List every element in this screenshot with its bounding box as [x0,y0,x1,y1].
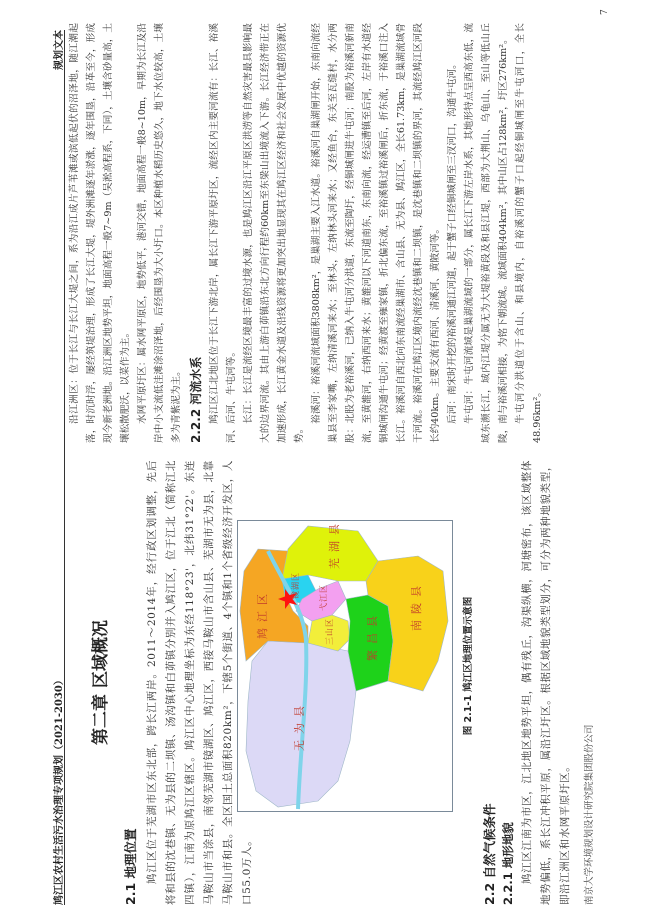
location-map [237,520,453,812]
figure-caption: 图 2.1-1 鸠江区地理位置示意图 [463,596,474,736]
map-label-sanshan: 三山区 [325,618,334,645]
section-2-1-heading: 2.1 地理位置 [123,828,138,905]
paragraph-niutun-floodway: 牛屯河分洪道位于含山、和县境内，自裕溪河的蟹子口起经铜城闸至牛屯河口，全长48.96km²。 [515,23,543,443]
map-label-fanchang: 繁昌县 [366,610,379,661]
paragraph-riverside-area: 沿江洲区：位于长江与长江大堤之间，系为沿江成片芦苇滩或滨低起伏的沼泽地，随江潮起落，时沉时浮，屡经筑堤治理，形成了长江大堤，堤外洲滩逐年淤涨，逐年围垦，沿革至今，形成现今新老洲地。沿江洲区地势平坦，地面高程一般7~9m（吴淞高程系，下同），土壤含砂量高，土壤松散肥沃，以菜作为主。 [69,23,131,443]
page-number: 7 [600,9,610,15]
document-title-header: 鸠江区农村生活污水治理专项规划（2021-2030） [54,675,65,905]
map-graphic [238,522,451,811]
footer-company: 南京大学环境规划设计研究院集团股份公司 [584,724,595,905]
section-2-2-2-heading: 2.2.2 河流水系 [189,356,203,443]
paragraph-yangtze: 长江：长江是流经区境最丰富的过境水源，也是鸠江区沿江平原区洪涝等自然灾害最具影响最大的边界河流。其由上游白茆镇沿东北方向行程约60km至东梁山出境流入下游。长江经济带正在加速形成，长江黄金水道及沿线资源将更加突出地显现其在鸠江区经济和社会发展中优越的资源优势。 [243,23,305,443]
paragraph-niutun-river: 牛屯河：牛屯河流域是巢湖流域的一部分，属长江下游左岸水系，其地形特点呈西高东低，流域东濒长江，域内江堤分属无为大堤裕黄段及和县江堤，西部为大荆山、乌龟山、至山等低山丘陵，南与裕溪河相接，为铭下朝流域。流域面积404km²，其中山区占128km²，圩区276km²。 [464,23,509,443]
map-label-jiujiang: 鸠江区 [256,588,269,639]
header-divider [64,30,65,905]
map-label-jinghu: 镜湖区 [291,572,300,599]
section-2-2-1-paragraph: 鸠江区江南为市区，江北地区地势平坦，偶有残丘，沟渠纵横，河塘密布，该区域整体地势偏低，系长江冲积平原，属沿江圩区。根据区域地貌类型划分，可分为两种地貌类型，即沿江洲区和水网平原圩区。 [521,460,571,905]
chapter-title: 第二章 区域概况 [91,620,111,745]
map-label-wuwei: 无为县 [293,700,306,751]
paragraph-hou-river: 后河：南宋时开挖的裕溪河通江河道，起于蟹子口经铜城闸至三汊河口，沟通牛屯河。 [447,59,458,424]
map-label-wuhu: 芜湖县 [328,522,341,569]
section-2-2-heading: 2.2 自然气候条件 [482,803,497,905]
document-type-header: 规划文本 [54,30,65,70]
map-label-nanling: 南陵县 [410,580,423,631]
paragraph-plain-polder: 水网平原圩区：属水网平原区，地势低平，港河交错，地面高程一般8~10m，早期为长江及沿岸中小支流低洼滩涂沼泽地，后经围垦为大小圩口。本区种植水稻历史悠久，地下水位较高，土壤多为青紫泥为主。 [137,23,182,443]
map-label-yijiang: 弋江区 [319,584,328,611]
section-2-2-1-heading: 2.2.1 地形地貌 [501,822,515,905]
section-2-1-paragraph: 鸠江区位于芜湖市区东北部，跨长江两岸。2011～2014年，经行政区划调整，先后将和县的沈巷镇、无为县的二坝镇、汤沟镇和白茆镇分别并入鸠江区，位于江北（简称江北四镇），江南为原鸠江区辖区。鸠江区中心地理坐标为东经118°23'，北纬31°22'。东连马鞍山市当涂县，南邻芜湖市镜湖区、鸠江区，西接马鞍山市含山县、芜湖市无为县，北靠马鞍山市和县。全区国土总面积820km²，下辖5个街道、4个镇和1个省级经济开发区，人口55.0万人。 [146,460,253,905]
paragraph-yuxi-river: 裕溪河：裕溪河流域面积3808km²，是巢湖主要入江水道。裕溪河自巢湖闸开始，东南向流经巢县至李家嘴，左纳清溪河来水；至林头，左纳林头河来水；又经鱼台，东关至瓦缝村，水分两股：北股为老裕溪河，已纳入牛屯河分洪道，东流至陶圩，经铜城闸进牛屯河；南股为裕溪河新南流，至黄雒河，右纳西河来水；黄雒河以下河道南东，东南向流，经运漕镇至后河，左岸有水道经铜城闸沟通牛屯河；经黄渡至雍家镇，折北偏东流，至裕溪镇过裕溪闸后，折东流，于裕溪口注入长江。裕溪河自西北向东南流经巢湖市、含山县、无为县、鸠江区，全长61.73km，是巢湖流域骨干河流。裕溪河在鸠江区境内流经沈巷镇和二坝镇，是沈巷镇和二坝镇的界河，其流经鸠江区河段长约40km。主要支流有西河、清溪河、黄陂河等。 [311,23,441,443]
right-column [66,23,546,443]
paragraph-rivers-intro: 鸠江区江北地区位于长江下游北岸，属长江下游平原圩区，流经区内主要河流有：长江、裕溪河、后河、牛屯河等。 [209,23,237,443]
